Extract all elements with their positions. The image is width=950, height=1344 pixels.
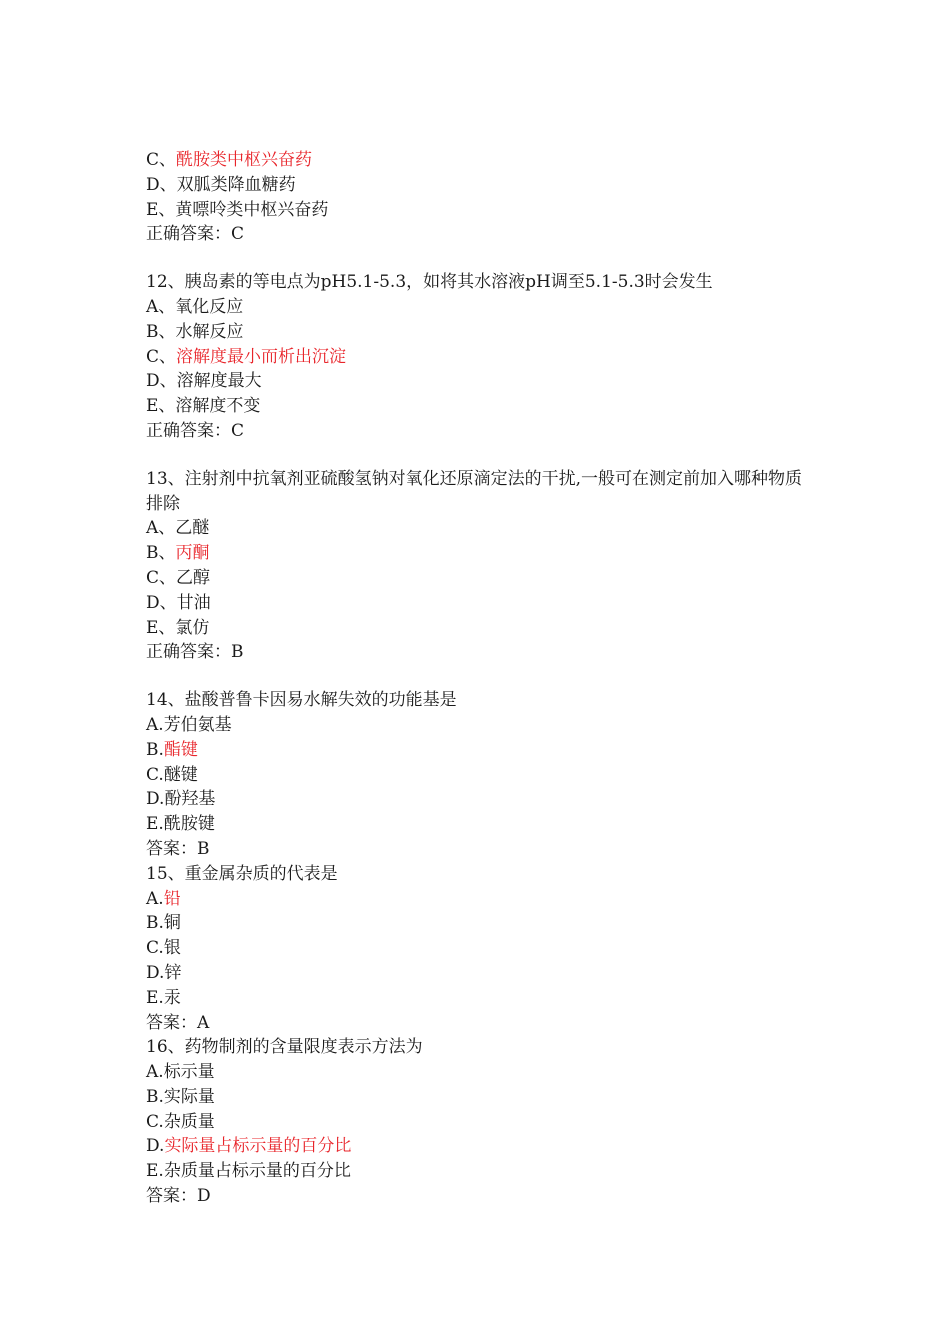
option-line: C.醚键: [146, 764, 198, 785]
question-block: [146, 688, 806, 862]
option-text: 氯仿: [175, 617, 210, 638]
option-line: A、乙醚: [146, 518, 210, 539]
option-line: D、甘油: [146, 592, 211, 613]
option-text: 乙醚: [175, 518, 210, 539]
correct-option-text: 实际量占标示量的百分比: [164, 1136, 352, 1157]
answer-line: 正确答案：B: [146, 642, 244, 663]
option-line: E、溶解度不变: [146, 396, 261, 417]
answer-line: 答案：B: [146, 838, 210, 859]
option-text: 铜: [163, 913, 181, 934]
option-line: D.锌: [146, 962, 182, 983]
correct-option-text: 铅: [163, 888, 181, 909]
spacer: [146, 444, 806, 467]
option-line: A.铅: [146, 888, 181, 909]
answer-line: 正确答案：C: [146, 420, 245, 441]
option-text: 乙醇: [176, 567, 211, 588]
option-line: B.酯键: [146, 739, 198, 760]
option-line: C.银: [146, 938, 181, 959]
option-line: A、氧化反应: [146, 296, 244, 317]
option-line: B.实际量: [146, 1086, 215, 1107]
option-text: 芳伯氨基: [163, 714, 232, 735]
question-block: [146, 148, 806, 247]
question-block: [146, 1035, 806, 1209]
question-text: 12、胰岛素的等电点为pH5.1-5.3，如将其水溶液pH调至5.1-5.3时会发生: [146, 272, 713, 293]
option-line: D.酚羟基: [146, 789, 216, 810]
document-body: [146, 148, 806, 1209]
option-text: 杂质量: [163, 1111, 215, 1132]
correct-option-text: 丙酮: [175, 543, 210, 564]
spacer: [146, 247, 806, 270]
question-block: [146, 862, 806, 1036]
option-line: A.标示量: [146, 1062, 215, 1083]
option-text: 杂质量占标示量的百分比: [163, 1161, 351, 1182]
correct-option-text: 溶解度最小而析出沉淀: [176, 346, 347, 367]
option-line: E.酰胺键: [146, 814, 215, 835]
question-text: 15、重金属杂质的代表是: [146, 863, 338, 884]
option-line: E.杂质量占标示量的百分比: [146, 1161, 351, 1182]
option-text: 酚羟基: [164, 789, 216, 810]
answer-line: 答案：D: [146, 1186, 211, 1207]
option-line: C.杂质量: [146, 1111, 215, 1132]
option-text: 标示量: [163, 1062, 215, 1083]
option-text: 水解反应: [175, 321, 244, 342]
answer-line: 正确答案：C: [146, 224, 245, 245]
correct-option-text: 酰胺类中枢兴奋药: [176, 150, 313, 170]
option-text: 银: [163, 938, 181, 959]
answer-line: 答案：A: [146, 1012, 210, 1033]
question-text: 16、药物制剂的含量限度表示方法为: [146, 1037, 423, 1058]
option-line: B、水解反应: [146, 321, 244, 342]
option-text: 汞: [163, 987, 181, 1008]
option-line: D.实际量占标示量的百分比: [146, 1136, 352, 1157]
option-line: C、乙醇: [146, 567, 211, 588]
option-line: E.汞: [146, 987, 181, 1008]
option-line: C、溶解度最小而析出沉淀: [146, 346, 347, 367]
option-line: E、氯仿: [146, 617, 210, 638]
option-line: D、溶解度最大: [146, 371, 262, 392]
option-text: 氧化反应: [175, 296, 244, 317]
correct-option-text: 酯键: [163, 739, 198, 760]
option-text: 溶解度不变: [175, 396, 261, 417]
option-line: D、双胍类降血糖药: [146, 174, 296, 195]
option-line: E、黄嘌呤类中枢兴奋药: [146, 199, 329, 220]
question-text: 14、盐酸普鲁卡因易水解失效的功能基是: [146, 690, 457, 711]
question-text: 13、注射剂中抗氧剂亚硫酸氢钠对氧化还原滴定法的干扰,一般可在测定前加入哪种物质排除: [146, 468, 803, 514]
option-text: 实际量: [163, 1086, 215, 1107]
question-block: [146, 467, 806, 665]
option-line: C、酰胺类中枢兴奋药: [146, 150, 313, 170]
option-line: A.芳伯氨基: [146, 714, 232, 735]
spacer: [146, 665, 806, 688]
option-line: B.铜: [146, 913, 181, 934]
option-text: 甘油: [176, 592, 211, 613]
option-text: 醚键: [163, 764, 198, 785]
option-text: 锌: [164, 962, 182, 983]
option-text: 溶解度最大: [176, 371, 262, 392]
option-text: 黄嘌呤类中枢兴奋药: [175, 199, 329, 220]
question-block: [146, 270, 806, 444]
option-text: 酰胺键: [163, 814, 215, 835]
option-text: 双胍类降血糖药: [176, 174, 296, 195]
option-line: B、丙酮: [146, 543, 210, 564]
